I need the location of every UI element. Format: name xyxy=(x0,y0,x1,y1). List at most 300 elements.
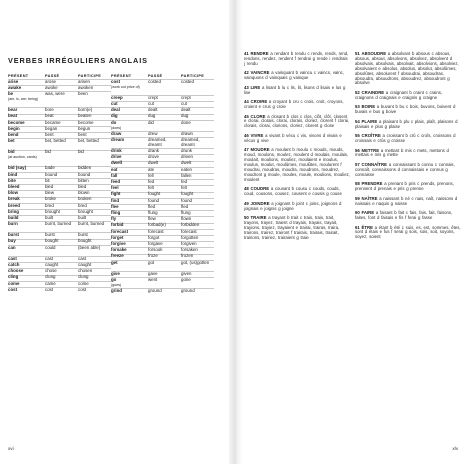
present-cell xyxy=(8,185,19,190)
column-header: PARTICIPE xyxy=(78,73,102,78)
participle-form: brought xyxy=(78,208,93,214)
entry-forms: a connaissant b connu c connais, connaît, connaissons d connaissais e connus g connaisse xyxy=(355,161,455,177)
present-cell xyxy=(8,173,17,178)
past-form: brought xyxy=(45,208,60,214)
present-cell xyxy=(111,242,126,247)
past-form: got xyxy=(148,259,155,265)
entry-forms: a trayant b trait c trais, trais, trait, trayons, trayez, traient d trayais, trayais, trayait, trayions, trayiez, trayaient e trairai, trairas, traira, trairons, trairez, trairont f trairais, trairais, trairait, trairions, trairiez, trairaient g traie xyxy=(244,215,340,240)
present-form: get xyxy=(111,259,118,265)
present-form: deal xyxy=(111,107,120,113)
present-cell xyxy=(111,199,119,204)
present-form: fight xyxy=(111,191,121,197)
present-cell xyxy=(111,230,128,235)
present-form: fling xyxy=(111,210,121,215)
participle-form: born(e) xyxy=(78,107,93,113)
book-gutter xyxy=(229,0,243,464)
past-form: bade xyxy=(45,165,55,171)
verb-note: (am, is, are; being) xyxy=(8,97,38,102)
past-form: crept xyxy=(148,94,158,100)
participle-form: forbidden xyxy=(181,222,200,228)
conjugation-entry xyxy=(244,52,350,67)
conjugation-entry xyxy=(355,163,461,178)
present-form: awake xyxy=(8,85,22,90)
participle-form: cut xyxy=(181,101,187,106)
present-form: beat xyxy=(8,113,18,119)
participle-form: forgiven xyxy=(181,241,197,246)
past-form: bought xyxy=(45,238,59,244)
conjugation-entry xyxy=(355,197,461,207)
present-form: grind xyxy=(111,288,122,293)
present-form: do xyxy=(111,119,117,125)
entry-forms: a absolvant b absous c absous, absous, absout, absolvons, absolvez, absolvent d absolvais, absolvais, absolvait, absolvions, absolviez, absolvaient e absolus, absolus, absolut, absolûmes, absolûtes, absolurent f absoudrai, absoudras, absoudra, absoudrons, absoudrez, absoudront g absolve xyxy=(355,51,459,86)
entry-headword: ÊTRE xyxy=(361,224,373,230)
present-form: feed xyxy=(111,179,121,184)
present-form: dig xyxy=(111,113,118,119)
column-header: PRÉSENT xyxy=(8,73,29,78)
present-form: fall xyxy=(111,172,118,178)
participle-form: caught xyxy=(78,261,92,267)
present-cell xyxy=(8,204,20,209)
present-form: cast xyxy=(8,255,17,261)
participle-form: forsaken xyxy=(181,247,198,253)
past-form: awoke xyxy=(45,85,58,90)
past-form: found xyxy=(148,197,159,203)
conjugation-entry xyxy=(244,202,350,212)
entry-headword: COUDRE xyxy=(250,186,270,192)
present-form: cost xyxy=(111,78,121,84)
past-form: began xyxy=(45,125,58,131)
entry-headword: BOIRE xyxy=(361,104,376,110)
present-form: begin xyxy=(8,125,20,131)
past-form: drew xyxy=(148,130,158,136)
entry-forms: a plaisant b plu c plais, plaît, plaisons d plaisais e plus g plaise xyxy=(355,118,458,129)
past-form: bled xyxy=(45,183,54,189)
entry-headword: FAIRE xyxy=(361,210,375,216)
past-form: forecast xyxy=(148,228,164,234)
present-cell xyxy=(111,278,145,287)
past-form: fell xyxy=(148,172,154,178)
present-cell xyxy=(111,80,145,89)
past-form: froze xyxy=(148,253,158,259)
conjugation-column-2 xyxy=(355,52,461,245)
present-form: bring xyxy=(8,208,19,214)
entry-forms: a mettant b mis c mets, mettons d mettais e mis g mette xyxy=(355,147,449,158)
participle-form: burst xyxy=(78,232,88,238)
present-form: go xyxy=(111,276,117,282)
past-form: burst xyxy=(45,232,55,238)
participle-form: come xyxy=(78,280,89,286)
present-form: feel xyxy=(111,185,119,191)
present-cell xyxy=(111,205,119,210)
present-cell xyxy=(8,166,26,171)
past-form: beat xyxy=(45,113,54,119)
entry-number: 56 xyxy=(355,147,360,153)
entry-headword: CRAINDRE xyxy=(361,89,385,95)
present-form: bid (say) xyxy=(8,165,27,171)
past-form: came xyxy=(45,280,56,286)
past-form: bred xyxy=(45,202,54,208)
participle-form: dug xyxy=(181,113,189,119)
present-form: bear xyxy=(8,107,18,113)
verb-note: (at auction, cards) xyxy=(8,155,37,160)
conjugation-entry xyxy=(355,91,461,101)
present-cell xyxy=(8,269,23,274)
participle-form: frozen xyxy=(181,253,194,259)
present-cell xyxy=(8,257,17,262)
present-cell xyxy=(111,289,122,294)
participle-form: done xyxy=(181,119,191,125)
present-form: bend xyxy=(8,132,19,137)
present-cell xyxy=(8,179,16,184)
conjugation-column-1 xyxy=(244,52,350,245)
present-cell xyxy=(111,236,123,241)
entry-headword: TRAIRE xyxy=(250,215,267,220)
past-form: arose xyxy=(45,78,56,84)
entry-forms: a prenant b pris c prends, prenons, prennent d prenais e pris g prenne xyxy=(355,181,454,192)
entry-headword: VIVRE xyxy=(250,132,264,138)
participle-form: dreamed, dreamt xyxy=(181,136,200,147)
present-form: forgive xyxy=(111,241,126,246)
present-cell xyxy=(8,80,18,85)
past-form: forsook xyxy=(148,247,163,253)
entry-number: 57 xyxy=(355,161,360,167)
present-cell xyxy=(8,133,19,138)
entry-number: 43 xyxy=(244,84,249,90)
present-form: can xyxy=(8,244,16,250)
participle-form: fled xyxy=(181,203,189,209)
present-cell xyxy=(8,92,42,101)
participle-form: bidden xyxy=(78,165,92,171)
entry-number: 52 xyxy=(355,89,360,95)
present-cell xyxy=(111,211,120,216)
entry-number: 42 xyxy=(244,70,249,76)
participle-form: bitten xyxy=(78,177,89,183)
past-form: fled xyxy=(148,203,156,209)
present-form: bite xyxy=(8,177,16,183)
present-form: catch xyxy=(8,261,20,267)
present-form: forsake xyxy=(111,247,127,253)
present-form: give xyxy=(111,270,120,276)
present-cell xyxy=(111,254,124,259)
participle-form: bet, betted xyxy=(78,138,99,144)
past-form: dwelt xyxy=(148,160,159,166)
participle-form: dwelt xyxy=(181,160,192,166)
participle-form: built xyxy=(78,214,87,220)
entry-forms: a lisant b lu c lis, lit, lisons d lisais e lus g lise xyxy=(244,84,346,95)
conjugation-entry xyxy=(355,211,461,221)
entry-forms: a buvant b bu c bois, buvons, boivent d buvais e bus g boive xyxy=(355,104,456,115)
entry-number: 60 xyxy=(355,210,360,216)
present-cell xyxy=(8,86,21,91)
conjugation-entry xyxy=(244,134,350,144)
present-form: creep xyxy=(111,94,123,100)
present-cell xyxy=(8,288,17,293)
verb-note: (does) xyxy=(111,125,122,130)
present-cell xyxy=(111,192,121,197)
present-form: choose xyxy=(8,268,24,274)
participle-form: ground xyxy=(181,288,195,293)
entry-forms: a joignant b joint c joins, joignons d joignais e joignis g joigne xyxy=(244,200,342,211)
participle-form: blown xyxy=(78,190,90,196)
present-cell xyxy=(8,114,17,119)
present-form: fly xyxy=(111,216,117,222)
participle-form: arisen xyxy=(78,78,90,84)
conjugation-entry xyxy=(244,148,350,182)
present-cell xyxy=(8,108,17,113)
present-cell xyxy=(111,138,124,143)
present-cell xyxy=(8,121,25,126)
participle-form: forgotten xyxy=(181,234,199,240)
present-cell xyxy=(8,233,19,238)
participle-form: chosen xyxy=(78,268,93,274)
entry-number: 58 xyxy=(355,181,360,187)
present-cell xyxy=(8,210,19,215)
participle-form: gone xyxy=(181,276,191,282)
entry-headword: CLORE xyxy=(250,113,266,119)
conjugation-entry xyxy=(355,120,461,130)
present-form: drink xyxy=(111,148,122,153)
participle-form: costed xyxy=(181,78,194,84)
page-title: VERBES IRRÉGULIERS ANGLAIS xyxy=(8,56,148,65)
present-cell xyxy=(111,180,120,185)
past-form: bet, betted xyxy=(45,138,66,144)
present-cell xyxy=(8,216,19,221)
entry-headword: PLAIRE xyxy=(361,118,378,124)
present-form: draw xyxy=(111,130,122,136)
present-form: bind xyxy=(8,171,18,177)
participle-form: bled xyxy=(78,183,87,189)
present-form: cling xyxy=(8,274,19,280)
entry-headword: CROÎTRE xyxy=(361,133,381,139)
present-form: break xyxy=(8,196,20,202)
entry-forms: a cousant b cousu c couds, couds, coud, cousons, cousez, cousent e cousis g couse xyxy=(244,186,342,197)
entry-forms: a croissant b crû c croîs, croissons d croissais e crûs g croisse xyxy=(355,133,456,144)
participle-form: flown xyxy=(181,216,192,222)
conjugation-entry xyxy=(244,86,350,96)
past-form: cast xyxy=(45,255,54,261)
present-form: flee xyxy=(111,203,119,209)
participle-form: forecast xyxy=(181,228,197,234)
past-form: forgot xyxy=(148,234,160,240)
present-form: dwell xyxy=(111,160,122,166)
past-form: could xyxy=(45,244,56,250)
entry-headword: METTRE xyxy=(361,147,380,153)
present-cell xyxy=(111,223,123,228)
conjugation-entry xyxy=(244,187,350,197)
present-cell xyxy=(8,275,18,280)
participle-form: broken xyxy=(78,196,92,202)
present-form: breed xyxy=(8,202,20,208)
participle-form: cast xyxy=(78,255,87,261)
present-form: buy xyxy=(8,238,16,244)
participle-form: begun xyxy=(78,125,91,131)
present-cell xyxy=(111,96,123,101)
present-cell xyxy=(8,139,15,144)
past-form: dreamed, dreamt xyxy=(148,136,167,147)
conjugation-entry xyxy=(355,105,461,115)
column-header: PASSÉ xyxy=(148,73,163,78)
entry-headword: LIRE xyxy=(250,84,261,90)
present-cell xyxy=(111,261,118,266)
present-cell xyxy=(111,248,127,253)
page-number-left: xvi xyxy=(8,446,14,451)
past-form: bent xyxy=(45,132,54,137)
participle-form: got, (us)gotten xyxy=(181,259,210,265)
entry-forms: a naissant b né c nais, naît, naissons d naissais e naquis g naisse xyxy=(355,195,458,206)
page-number-right: xlv xyxy=(452,446,458,451)
present-form: forbid xyxy=(111,222,124,228)
participle-form: fed xyxy=(181,179,188,184)
past-form: drank xyxy=(148,148,159,153)
present-form: forecast xyxy=(111,228,129,234)
present-form: bid xyxy=(8,149,15,155)
present-cell xyxy=(111,114,118,119)
past-form: ate xyxy=(148,166,155,172)
conjugation-entry xyxy=(244,216,350,241)
past-form: gave xyxy=(148,270,158,276)
conjugation-entry xyxy=(355,149,461,159)
present-form: arise xyxy=(8,78,19,84)
past-form: built xyxy=(45,214,54,220)
participle-form: beaten xyxy=(78,113,92,119)
conjugation-entry xyxy=(244,115,350,130)
present-cell xyxy=(111,186,119,191)
present-form: come xyxy=(8,280,20,286)
entry-number: 59 xyxy=(355,195,360,201)
past-form: went xyxy=(148,276,158,282)
entry-number: 44 xyxy=(244,99,249,105)
participle-form: drunk xyxy=(181,148,192,153)
entry-forms: a faisant b fait c fais, fais, fait, faisons, faites, font d faisais e fis f ferai g fasse xyxy=(355,210,453,220)
present-form: find xyxy=(111,197,120,203)
past-form: dealt xyxy=(148,107,158,113)
present-form: eat xyxy=(111,166,118,172)
past-form: blew xyxy=(45,190,55,196)
entry-number: 45 xyxy=(244,113,249,119)
entry-forms: a vainquant b vaincu c vaincs, vainc, vainquons d vainquais g vainque xyxy=(244,70,344,81)
conjugation-entry xyxy=(244,71,350,81)
past-form: fought xyxy=(148,191,161,197)
past-form: burnt, burned xyxy=(45,221,72,227)
verb-note: (work out price of) xyxy=(111,84,140,89)
entry-forms: a rendant b rendu c rends, rends, rend, rendons, rendez, rendent f rendrai g rende i rendrais j rendu xyxy=(244,51,349,66)
present-form: become xyxy=(8,119,25,125)
entry-forms: a craignant b craint c crains, craignons d craignais e craignis g craigne xyxy=(355,89,443,100)
participle-form: crept xyxy=(181,94,191,100)
right-page xyxy=(243,0,464,464)
column-header: PARTICIPE xyxy=(181,73,205,78)
participle-form: cost xyxy=(78,286,87,292)
present-cell xyxy=(111,121,145,130)
entry-headword: CONNAÎTRE xyxy=(361,161,388,167)
past-form: fed xyxy=(148,179,155,184)
present-form: burst xyxy=(8,232,19,238)
past-form: bore xyxy=(45,107,54,113)
participle-form: driven xyxy=(181,154,193,160)
past-form: did xyxy=(148,119,154,125)
past-form: bound xyxy=(45,171,58,177)
present-cell xyxy=(111,149,122,154)
participle-form: become xyxy=(78,119,94,125)
entry-number: 47 xyxy=(244,147,249,153)
past-form: caught xyxy=(45,261,59,267)
participle-form: fallen xyxy=(181,172,192,178)
participle-form: given xyxy=(181,270,192,276)
entry-number: 55 xyxy=(355,133,360,139)
present-form: drive xyxy=(111,154,122,160)
entry-headword: MOUDRE xyxy=(250,147,270,153)
entry-headword: ABSOUDRE xyxy=(361,51,387,56)
present-form: freeze xyxy=(111,253,124,259)
participle-form: felt xyxy=(181,185,187,191)
present-cell xyxy=(111,155,122,160)
present-cell xyxy=(8,191,18,196)
participle-form: clung xyxy=(78,274,89,280)
past-form: cost xyxy=(45,286,54,292)
participle-form: bought xyxy=(78,238,92,244)
verb-note: (goes) xyxy=(111,282,122,287)
entry-forms: a moulant b moulu c mouds, mouds, moud, moulons, moulez, moulent d moulais, moulais, moulait, moulions, mouliez, moulaient e moulus, moulus, moulut, moulûmes, moulûtes, moulurent f moudrai, moudras, moudra, moudrons, moudrez, moudront g moule, moules, moule, moulions, mouliez, moulent xyxy=(244,147,350,182)
past-form: chose xyxy=(45,268,57,274)
present-form: build xyxy=(8,214,19,220)
entry-number: 50 xyxy=(244,215,249,220)
present-cell xyxy=(111,168,117,173)
entry-number: 46 xyxy=(244,132,249,138)
present-cell xyxy=(111,161,122,166)
present-cell xyxy=(8,150,42,159)
entry-headword: NAÎTRE xyxy=(361,195,378,201)
past-form: clung xyxy=(45,274,56,280)
entry-forms: a croyant b cru c crois, croit, croyons, croient e crus g croie xyxy=(244,99,344,110)
present-form: blow xyxy=(8,190,18,196)
past-form: flew xyxy=(148,216,156,222)
present-form: cut xyxy=(111,101,118,106)
participle-form: bid xyxy=(78,149,84,155)
past-form: was, were xyxy=(45,91,65,97)
past-form: felt xyxy=(148,185,154,191)
entry-forms: a vivant b vécu c vis, vivons d vivais e vécus g vive xyxy=(244,132,342,143)
participle-form: (been able) xyxy=(78,244,101,250)
past-form: bid xyxy=(45,149,51,155)
present-cell xyxy=(111,272,120,277)
entry-number: 61 xyxy=(355,224,360,230)
participle-form: drawn xyxy=(181,130,193,136)
entry-forms: a closant b clos c clos, clôt, clôt, closent e clorai, clorais, clorai, clorais, cloriez, clorent f clorai, clorais, clorai, clorions, cloriez, clorent g close xyxy=(244,113,350,129)
entry-number: 49 xyxy=(244,200,249,206)
column-header: PRÉSENT xyxy=(111,73,132,78)
entry-number: 48 xyxy=(244,186,249,192)
past-form: forbad(e) xyxy=(148,222,166,228)
present-cell xyxy=(111,217,116,222)
present-cell xyxy=(8,263,19,268)
entry-headword: JOINDRE xyxy=(250,200,270,206)
conjugation-entry xyxy=(355,226,461,241)
present-cell xyxy=(111,108,120,113)
present-form: bleed xyxy=(8,183,20,189)
participle-form: been xyxy=(78,91,88,97)
present-cell xyxy=(111,132,121,137)
past-form: cut xyxy=(148,101,154,106)
participle-form: awoken xyxy=(78,85,94,90)
past-form: dug xyxy=(148,113,156,119)
participle-form: fought xyxy=(181,191,194,197)
present-form: forget xyxy=(111,234,124,240)
participle-form: bent xyxy=(78,132,87,137)
conjugation-entry xyxy=(355,52,461,86)
entry-number: 51 xyxy=(355,51,360,56)
present-cell xyxy=(111,174,117,179)
entry-headword: CROIRE xyxy=(250,99,268,105)
